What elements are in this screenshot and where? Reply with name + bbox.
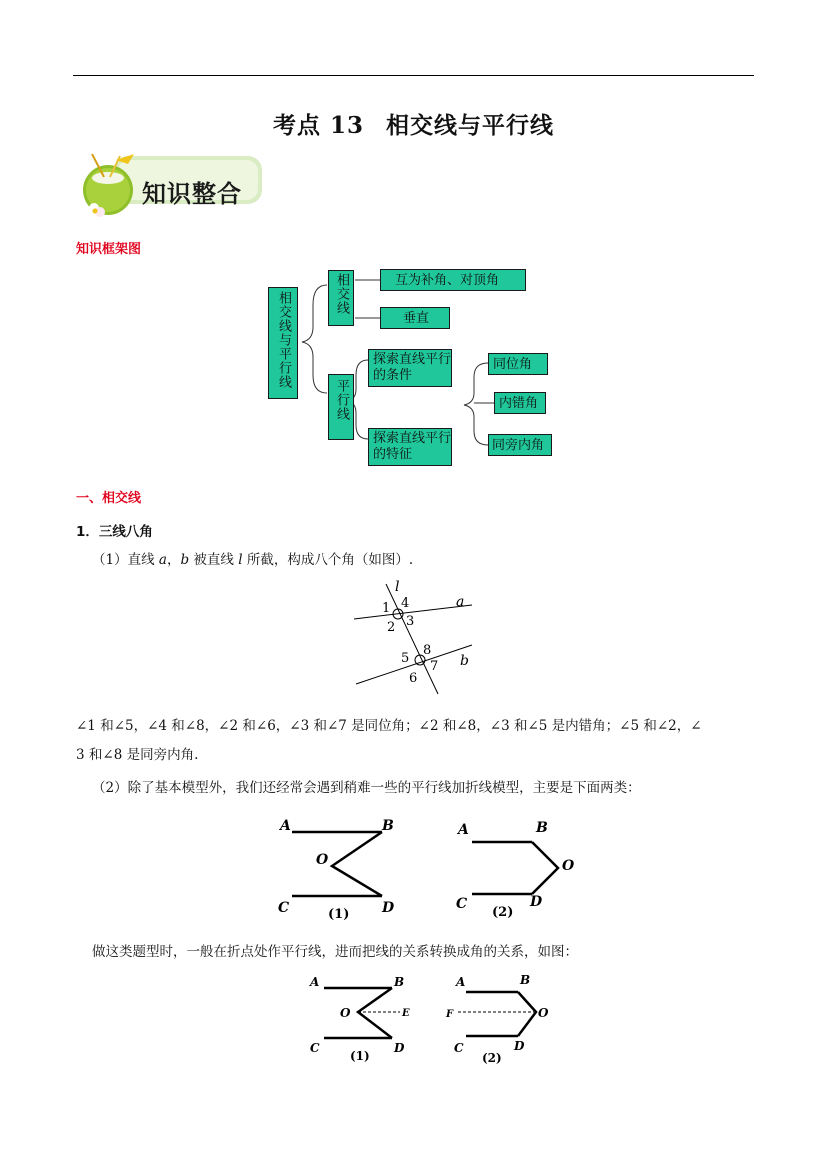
three-lines-figure <box>340 578 490 696</box>
badge-label: 知识整合 <box>142 180 242 208</box>
fig3-label-A2: A <box>456 975 466 989</box>
framework-alternate: 内错角 <box>494 392 546 414</box>
sub-heading-three-lines: 1．三线八角 <box>76 524 153 540</box>
fig2-label-A2: A <box>458 822 469 838</box>
framework-diagram <box>260 265 560 475</box>
paragraph-2-line-2: 3 和∠8 是同旁内角. <box>76 747 199 763</box>
para1-sep: ， <box>166 552 181 568</box>
fig3-label-A1: A <box>310 975 320 989</box>
para1-l: l <box>238 552 243 568</box>
framework-comp-vertical: 互为补角、对顶角 <box>380 269 526 291</box>
fig1-label-6: 6 <box>409 671 418 686</box>
para1-suffix: 所截，构成八个角（如图）. <box>242 552 414 568</box>
fig3-label-C2: C <box>454 1041 464 1055</box>
fig2-label-B2: B <box>536 820 548 836</box>
fig1-label-4: 4 <box>401 596 410 611</box>
fig3-caption-1: (1) <box>350 1049 370 1063</box>
framework-heading: 知识框架图 <box>76 242 142 257</box>
fig3-label-B2: B <box>520 973 531 987</box>
fig3-caption-2: (2) <box>482 1051 502 1065</box>
framework-parallel: 平行线 <box>328 374 354 440</box>
fig2-label-D2: D <box>530 894 543 910</box>
title-text: 相交线与平行线 <box>386 112 554 139</box>
fig1-label-3: 3 <box>406 614 415 629</box>
framework-perpendicular: 垂直 <box>380 307 450 329</box>
fig1-label-5: 5 <box>401 651 410 666</box>
fig3-label-D2: D <box>514 1039 525 1053</box>
section-heading-intersect: 一、相交线 <box>76 491 142 506</box>
framework-root: 相交线与平行线 <box>268 287 298 399</box>
fig2-caption-1: (1) <box>328 907 350 922</box>
fig2-label-O2: O <box>562 858 575 874</box>
paragraph-3: （2）除了基本模型外，我们还经常会遇到稍难一些的平行线加折线模型，主要是下面两类： <box>92 780 641 796</box>
fig1-label-8: 8 <box>423 643 432 658</box>
fig3-label-E: E <box>402 1008 410 1019</box>
fig2-label-A1: A <box>280 818 291 834</box>
fig2-label-C1: C <box>278 900 290 916</box>
fig1-label-a: a <box>456 594 465 610</box>
knowledge-badge <box>76 150 266 222</box>
fig1-label-l: l <box>395 579 400 595</box>
paragraph-1 <box>92 550 413 570</box>
framework-intersect: 相交线 <box>328 270 354 326</box>
fig3-label-C1: C <box>310 1041 320 1055</box>
para1-prefix: （1）直线 <box>92 552 159 568</box>
framework-same-side: 同旁内角 <box>488 434 552 456</box>
fig2-caption-2: (2) <box>492 905 514 920</box>
fig2-label-D1: D <box>382 900 395 916</box>
fig3-label-B1: B <box>394 975 405 989</box>
page-title <box>0 107 827 140</box>
auxiliary-line-figure <box>300 970 570 1070</box>
fig1-label-7: 7 <box>430 659 439 674</box>
para1-a: a <box>158 552 167 568</box>
fig2-label-O1: O <box>316 852 329 868</box>
paragraph-4: 做这类题型时，一般在折点处作平行线，进而把线的关系转换成角的关系，如图： <box>92 944 578 960</box>
framework-corresponding: 同位角 <box>488 353 548 375</box>
title-code: 考点 13 <box>272 112 364 139</box>
fig2-label-B1: B <box>382 818 394 834</box>
fig2-label-C2: C <box>456 896 468 912</box>
fig3-label-O1: O <box>340 1006 351 1020</box>
fig1-label-2: 2 <box>387 620 396 635</box>
parallel-fold-models-figure <box>270 812 600 924</box>
paragraph-2-line-1: ∠1 和∠5，∠4 和∠8，∠2 和∠6，∠3 和∠7 是同位角；∠2 和∠8，∠3 和∠5 是内错角；∠5 和∠2，∠ <box>76 718 702 734</box>
fig1-label-b: b <box>460 653 469 669</box>
para1-b: b <box>180 552 190 568</box>
header-rule <box>73 75 754 76</box>
fig1-label-1: 1 <box>382 601 391 616</box>
framework-explore-property: 探索直线平行的特征 <box>368 428 452 466</box>
fig3-label-D1: D <box>394 1041 405 1055</box>
framework-explore-condition: 探索直线平行的条件 <box>368 349 452 387</box>
fig3-label-O2: O <box>538 1006 549 1020</box>
fig3-label-F: F <box>446 1009 454 1020</box>
para1-mid: 被直线 <box>189 552 239 568</box>
